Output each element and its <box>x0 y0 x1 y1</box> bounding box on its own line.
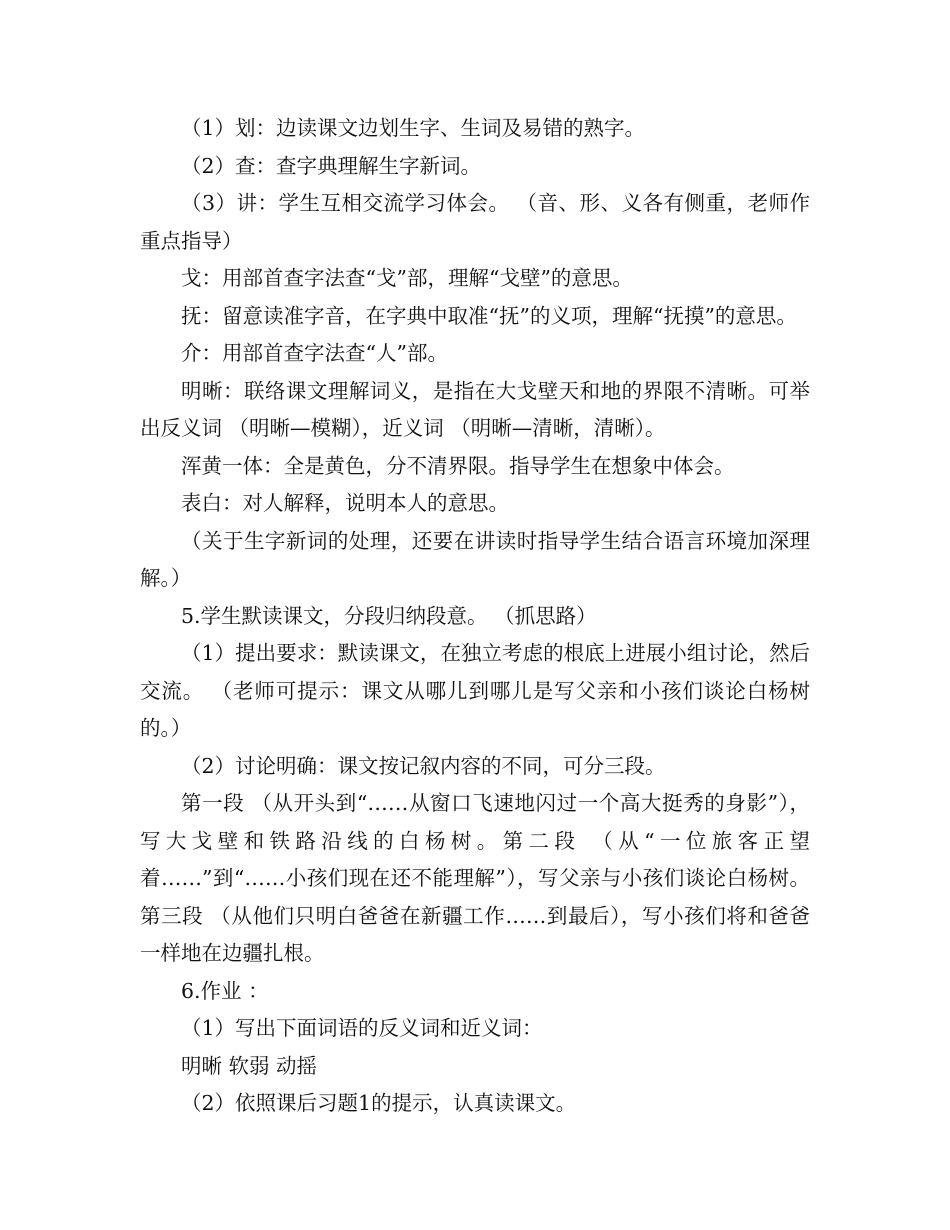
paragraph-word-mingxi: 明晰：联络课文理解词义，是指在大戈壁天和地的界限不清晰。可举出反义词 （明晰—模糊），近义词 （明晰—清晰，清晰）。 <box>140 378 810 440</box>
paragraph-word-fu: 抚：留意读准字音，在字典中取准“抚”的义项，理解“抚摸”的意思。 <box>181 303 797 328</box>
paragraph-word-ge: 戈：用部首查字法查“戈”部，理解“戈壁”的意思。 <box>181 266 633 290</box>
paragraph-word-hunhuang: 浑黄一体：全是黄色，分不清界限。指导学生在想象中体会。 <box>181 453 735 478</box>
paragraph-5-2: （2）讨论明确：课文按记叙内容的不同，可分三段。 <box>181 753 666 778</box>
paragraph-word-list: 明晰 软弱 动摇 <box>181 1053 318 1078</box>
paragraph-step-3: （3）讲：学生互相交流学习体会。 （音、形、义各有侧重，老师作重点指导） <box>140 191 810 253</box>
paragraph-step-2: （2）查：查字典理解生字新词。 <box>181 153 482 178</box>
document-body <box>140 110 810 1123</box>
paragraph-word-biaobai: 表白：对人解释，说明本人的意思。 <box>181 491 509 515</box>
paragraph-word-jie: 介：用部首查字法查“人”部。 <box>181 341 448 365</box>
paragraph-section-6: 6.作业 ： <box>181 978 269 1003</box>
paragraph-section-5: 5.学生默读课文，分段归纳段意。 （抓思路） <box>181 603 597 628</box>
paragraph-segments: 第一段 （从开头到“……从窗口飞速地闪过一个高大挺秀的身影”），写大戈壁和铁路沿线的白杨树。第二段 （从“一位旅客正望着……”到“……小孩们现在还不能理解”），写父亲与小孩们谈论白杨树。第三段 （从他们只明白爸爸在新疆工作……到最后），写小孩们将和爸爸一样地在边疆扎根。 <box>140 791 810 965</box>
paragraph-6-1: （1）写出下面词语的反义词和近义词： <box>181 1016 543 1040</box>
paragraph-step-1: （1）划：边读课文边划生字、生词及易错的熟字。 <box>181 116 646 140</box>
paragraph-note: （关于生字新词的处理，还要在讲读时指导学生结合语言环境加深理解。） <box>140 528 810 590</box>
paragraph-6-2: （2）依照课后习题1的提示，认真读课文。 <box>181 1091 577 1115</box>
paragraph-5-1: （1）提出要求：默读课文，在独立考虑的根底上进展小组讨论，然后交流。 （老师可提示：课文从哪儿到哪儿是写父亲和小孩们谈论白杨树的。） <box>140 641 810 740</box>
